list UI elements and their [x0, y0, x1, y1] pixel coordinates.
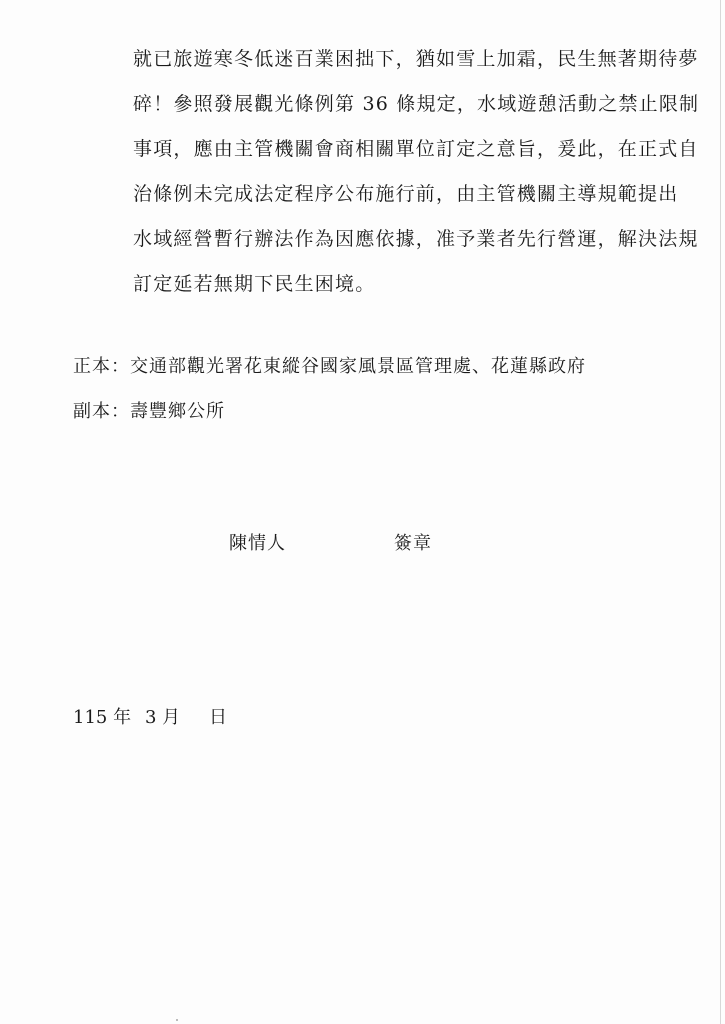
distribution-list	[73, 352, 586, 442]
body-line-6: 訂定延若無期下民生困境。	[133, 273, 376, 295]
petitioner-label: 陳情人	[229, 533, 286, 554]
copy-recipients-row	[73, 397, 586, 442]
original-recipients: 交通部觀光署花東縱谷國家風景區管理處、花蓮縣政府	[130, 356, 586, 377]
original-recipients-row	[73, 352, 586, 397]
body-line-5: 水域經營暫行辦法作為因應依據，准予業者先行營運，解決法規	[133, 228, 699, 250]
date-line	[73, 705, 227, 731]
date-day: 日	[209, 707, 227, 728]
body-line-2: 碎！參照發展觀光條例第 36 條規定，水域遊憩活動之禁止限制	[133, 93, 700, 115]
copy-recipients: 壽豐鄉公所	[130, 401, 225, 422]
date-year: 115 年	[73, 707, 132, 728]
body-paragraph	[133, 44, 700, 314]
seal-label: 簽章	[394, 533, 432, 554]
page-edge-line	[720, 0, 721, 1024]
original-label: 正本：	[73, 356, 130, 377]
scan-speck	[176, 1019, 178, 1021]
body-line-4: 治條例未完成法定程序公布施行前，由主管機關主導規範提出	[133, 183, 679, 205]
date-month: 3 月	[145, 707, 181, 728]
copy-label: 副本：	[73, 401, 130, 422]
body-line-3: 事項，應由主管機關會商相關單位訂定之意旨，爰此，在正式自	[133, 138, 699, 160]
body-line-1: 就已旅遊寒冬低迷百業困拙下，猶如雪上加霜，民生無著期待夢	[133, 48, 699, 70]
